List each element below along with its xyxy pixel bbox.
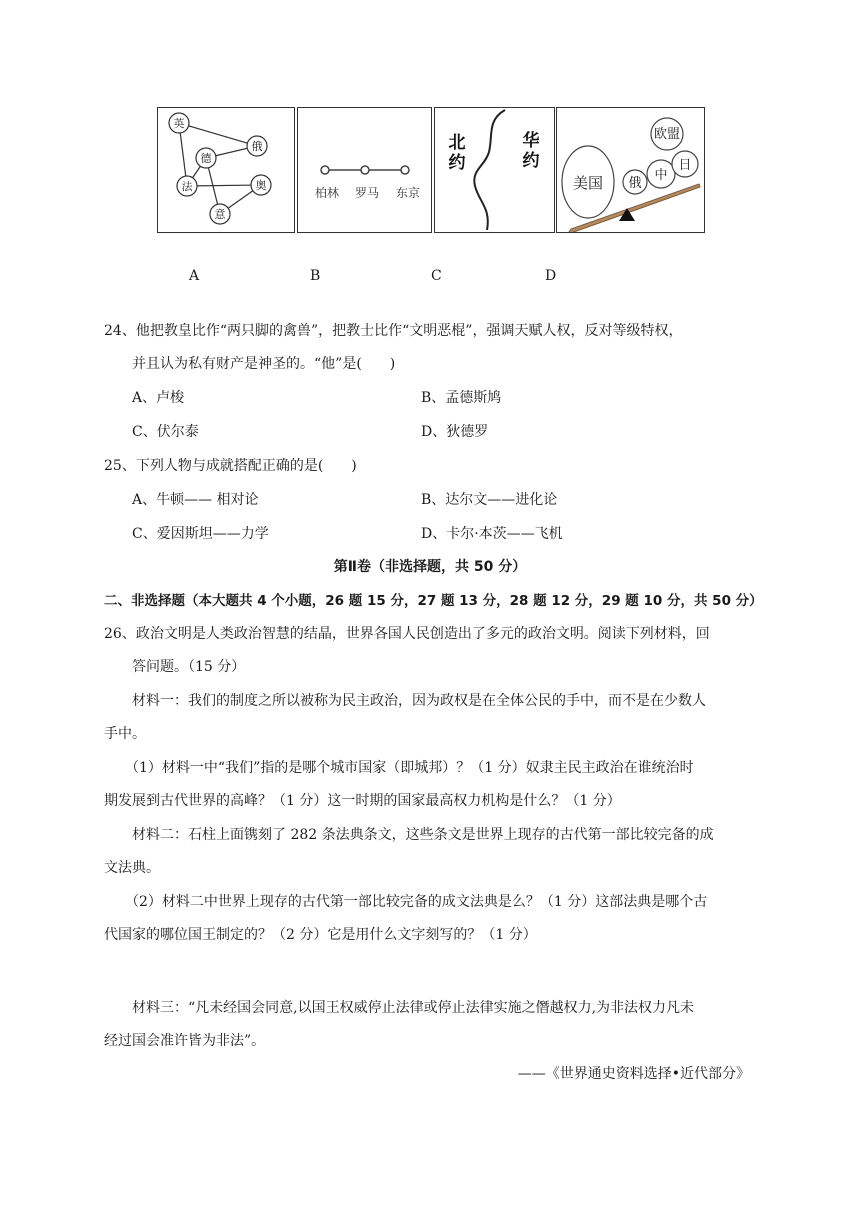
figure-b-svg	[298, 108, 431, 232]
nato-char-1: 北	[448, 133, 466, 153]
figure-b-axis-diagram	[297, 107, 432, 233]
figure-d-svg	[557, 108, 704, 232]
node-eu: 欧盟	[653, 127, 681, 142]
figure-label-a: A	[189, 268, 200, 284]
material-2-line2: 文法典。	[104, 860, 160, 876]
city-berlin: 柏林	[314, 186, 340, 200]
q25-option-c: C、爱因斯坦——力学	[132, 526, 269, 542]
q25-option-b: B、达尔文——进化论	[421, 492, 558, 508]
city-tokyo: 东京	[395, 186, 421, 200]
warsaw-char-2: 约	[522, 151, 540, 171]
q24-stem-line2: 并且认为私有财产是神圣的。“他”是( )	[132, 356, 396, 372]
nato-char-2: 约	[448, 153, 466, 173]
node-e: 俄	[251, 140, 263, 153]
q25-option-a: A、牛顿—— 相对论	[132, 492, 259, 508]
q25-stem: 25、下列人物与成就搭配正确的是( )	[104, 458, 357, 474]
material-1-line1: 材料一：我们的制度之所以被称为民主政治，因为政权是在全体公民的手中，而不是在少数人	[132, 693, 706, 709]
warsaw-char-1: 华	[522, 131, 540, 151]
material-1-line2: 手中。	[104, 726, 146, 742]
figure-c-bloc-diagram	[434, 107, 555, 233]
q26-stem-line2: 答问题。（15 分）	[132, 659, 246, 675]
figure-label-d: D	[545, 268, 557, 284]
sub-question-1-line1: （1）材料一中“我们”指的是哪个城市国家（即城邦）？（1 分）奴隶主民主政治在谁统治时	[125, 760, 694, 776]
q24-option-b: B、孟德斯鸠	[421, 390, 502, 406]
figure-d-multipolar-diagram	[556, 107, 705, 233]
node-usa: 美国	[572, 174, 604, 192]
q24-option-d: D、狄德罗	[421, 424, 489, 440]
material-3-line2: 经过国会准许皆为非法”。	[104, 1033, 266, 1049]
material-3-source: ——《世界通史资料选择•近代部分》	[517, 1066, 750, 1082]
figure-label-b: B	[310, 268, 321, 284]
q24-stem-line1: 24、他把教皇比作“两只脚的禽兽”，把教士比作“文明恶棍”，强调天赋人权，反对等级特权，	[104, 323, 683, 339]
node-ying: 英	[173, 117, 185, 130]
figure-c-svg	[435, 108, 554, 232]
figure-a-alliance-diagram	[157, 107, 295, 233]
part2-heading: 二、非选择题（本大题共 4 个小题，26 题 15 分，27 题 13 分，28 题 12 分，29 题 10 分，共 50 分）	[104, 593, 763, 609]
figure-a-svg	[158, 108, 294, 232]
section-title: 第Ⅱ卷（非选择题，共 50 分）	[333, 559, 527, 575]
node-japan: 日	[678, 158, 692, 173]
q25-option-d: D、卡尔·本茨——飞机	[421, 526, 563, 542]
node-ao: 奥	[255, 179, 267, 192]
figure-label-c: C	[431, 268, 442, 284]
q24-option-c: C、伏尔泰	[132, 424, 199, 440]
sub-question-2-line1: （2）材料二中世界上现存的古代第一部比较完备的成文法典是么？（1 分）这部法典是哪个古	[125, 894, 708, 910]
node-yi: 意	[214, 208, 226, 221]
sub-question-1-line2: 期发展到古代世界的高峰？（1 分）这一时期的国家最高权力机构是什么？（1 分）	[104, 793, 621, 809]
sub-question-2-line2: 代国家的哪位国王制定的？（2 分）它是用什么文字刻写的？（1 分）	[104, 927, 537, 943]
material-3-line1: 材料三：“凡未经国会同意,以国王权威停止法律或停止法律实施之僭越权力,为非法权力凡未	[132, 1000, 695, 1016]
node-russia: 俄	[628, 176, 642, 191]
material-2-line1: 材料二：石柱上面镌刻了 282 条法典条文，这些条文是世界上现存的古代第一部比较完备的成	[132, 827, 714, 843]
q24-option-a: A、卢梭	[132, 390, 185, 406]
city-rome: 罗马	[354, 186, 380, 200]
q26-stem-line1: 26、政治文明是人类政治智慧的结晶，世界各国人民创造出了多元的政治文明。阅读下列材料，回	[104, 626, 710, 642]
node-de: 德	[200, 152, 212, 165]
node-china: 中	[654, 168, 668, 183]
node-fa: 法	[181, 180, 193, 193]
